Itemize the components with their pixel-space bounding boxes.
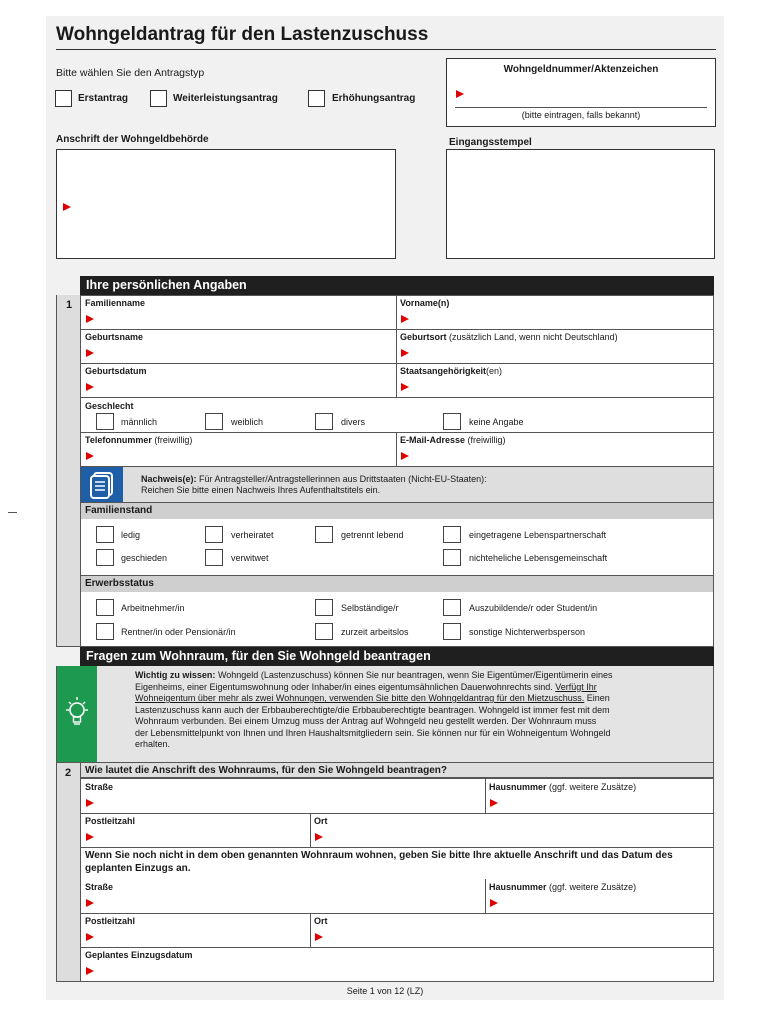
keine-angabe-label: keine Angabe (469, 417, 524, 427)
section-1-number: 1 (66, 299, 73, 311)
info-line-3: Wohneigentum über mehr als zwei Wohnungen, verwenden Sie bitte den Wohngeldantrag für den Mietzuschuss. Einen (135, 693, 610, 703)
getrennt-lebend-label: getrennt lebend (341, 530, 404, 540)
info-line-4: Lastenzuschuss kann auch der Erbbauberechtigte/die Erbbauberechtigte beantragen. Wohngeld ist immer fest mit dem (135, 704, 610, 715)
rentner-label: Rentner/in oder Pensionär/in (121, 627, 236, 637)
question-2b-text: Wenn Sie noch nicht in dem oben genannten Wohnraum wohnen, geben Sie bitte Ihre aktuelle Anschrift und das Datum des geplanten Einzugs an. (85, 850, 673, 874)
plz-label: Postleitzahl (85, 816, 136, 826)
nachweis-row (81, 466, 713, 503)
input-arrow-icon (401, 383, 409, 391)
erstantrag-checkbox[interactable] (55, 90, 72, 107)
ledig-label: ledig (121, 530, 141, 540)
erhoehungsantrag-label: Erhöhungsantrag (332, 93, 416, 104)
info-box (56, 666, 714, 762)
geschlecht-label: Geschlecht (85, 401, 134, 411)
input-arrow-icon (86, 899, 94, 907)
auszubildende-label: Auszubildende/r oder Student/in (469, 603, 598, 613)
info-line-7: erhalten. (135, 739, 171, 749)
ort-label: Ort (314, 816, 328, 826)
erhoehungsantrag-checkbox[interactable] (308, 90, 325, 107)
vorname-input[interactable] (413, 310, 703, 326)
strasse-label: Straße (85, 782, 114, 792)
section-personal-body (80, 295, 714, 647)
input-arrow-icon (63, 203, 71, 211)
weiterleistungsantrag-checkbox[interactable] (150, 90, 167, 107)
selbstaendig-checkbox[interactable] (315, 599, 333, 616)
lightbulb-icon (57, 666, 97, 762)
behoerde-address-input[interactable] (56, 149, 396, 259)
title-divider (56, 49, 716, 50)
familienstand-title: Familienstand (85, 505, 153, 516)
telefon-input[interactable] (97, 447, 387, 463)
auszubildende-checkbox[interactable] (443, 599, 461, 616)
staatsangehoerigkeit-label: Staatsangehörigkeit(en) (400, 366, 503, 376)
geburtsort-input[interactable] (413, 344, 703, 360)
info-icon-box (57, 666, 97, 762)
erwerbsstatus-title: Erwerbsstatus (85, 578, 154, 589)
question-2-text: Wie lautet die Anschrift des Wohnraums, für den Sie Wohngeld beantragen? (85, 765, 447, 776)
hausnummer-input[interactable] (501, 794, 701, 810)
arbeitnehmer-checkbox[interactable] (96, 599, 114, 616)
erstantrag-label: Erstantrag (78, 93, 129, 104)
input-arrow-icon (86, 383, 94, 391)
aktuelle-hausnummer-input[interactable] (501, 894, 701, 910)
einzugsdatum-label: Geplantes Einzugsdatum (85, 950, 193, 960)
stempel-label: Eingangsstempel (449, 137, 532, 148)
geschieden-checkbox[interactable] (96, 549, 114, 566)
input-arrow-icon (86, 833, 94, 841)
input-arrow-icon (86, 452, 94, 460)
info-line-2: Eigenheims, einer Eigentumswohnung oder Inhaber/in eines eigentumsähnlichen Dauerwohnrechts sind. Verfügt Ihr (135, 681, 597, 692)
form-page (46, 16, 724, 1000)
nichterwerbsperson-label: sonstige Nichterwerbsperson (469, 627, 586, 637)
section-personal-bar (80, 276, 714, 295)
info-line-5: Wohnraum verbunden. Bei einem Umzug muss der Antrag auf Wohngeld neu gestellt werden. Der Wohnraum muss (135, 716, 597, 726)
input-arrow-icon (401, 452, 409, 460)
ort-input[interactable] (327, 828, 702, 844)
input-arrow-icon (315, 933, 323, 941)
hausnummer-label: Hausnummer (ggf. weitere Zusätze) (489, 782, 637, 792)
input-arrow-icon (401, 349, 409, 357)
margin-mark (8, 512, 17, 513)
input-arrow-icon (86, 799, 94, 807)
antragstyp-prompt: Bitte wählen Sie den Antragstyp (56, 67, 205, 79)
plz-input[interactable] (97, 828, 302, 844)
input-arrow-icon (490, 899, 498, 907)
document-icon (81, 467, 123, 503)
geburtsort-label: Geburtsort (zusätzlich Land, wenn nicht Deutschland) (400, 332, 618, 342)
aktuelle-hausnummer-label: Hausnummer (ggf. weitere Zusätze) (489, 882, 637, 892)
divers-checkbox[interactable] (315, 413, 333, 430)
einzugsdatum-input[interactable] (97, 962, 397, 978)
section-2-number: 2 (65, 767, 72, 779)
weiblich-checkbox[interactable] (205, 413, 223, 430)
section-wohnraum-body (80, 778, 714, 982)
question-2-row (80, 762, 714, 778)
lebenspartnerschaft-checkbox[interactable] (443, 526, 461, 543)
verwitwet-checkbox[interactable] (205, 549, 223, 566)
weiblich-label: weiblich (231, 417, 264, 427)
input-arrow-icon (86, 349, 94, 357)
behoerde-label: Anschrift der Wohngeldbehörde (56, 134, 209, 145)
nachweis-icon-box (81, 467, 123, 503)
keine-angabe-checkbox[interactable] (443, 413, 461, 430)
ledig-checkbox[interactable] (96, 526, 114, 543)
maennlich-checkbox[interactable] (96, 413, 114, 430)
section-personal-title: Ihre persönlichen Angaben (86, 278, 247, 292)
strasse-input[interactable] (97, 794, 477, 810)
aktenzeichen-box (446, 58, 716, 127)
info-text (135, 670, 613, 751)
section-wohnraum-title: Fragen zum Wohnraum, für den Sie Wohngeld beantragen (86, 649, 431, 663)
email-input[interactable] (413, 447, 703, 463)
geschieden-label: geschieden (121, 553, 168, 563)
input-arrow-icon (315, 833, 323, 841)
aktuelle-plz-input[interactable] (97, 928, 302, 944)
email-label: E-Mail-Adresse (freiwillig) (400, 435, 506, 445)
nichterwerbsperson-checkbox[interactable] (443, 623, 461, 640)
getrennt-lebend-checkbox[interactable] (315, 526, 333, 543)
input-arrow-icon (401, 315, 409, 323)
telefon-label: Telefonnummer (freiwillig) (85, 435, 193, 445)
geburtsdatum-input[interactable] (97, 378, 387, 394)
info-line-1: Wichtig zu wissen: Wohngeld (Lastenzuschuss) können Sie nur beantragen, wenn Sie Eigentümer/Eigentümerin eines (135, 670, 613, 680)
aktenzeichen-underline (455, 107, 707, 108)
info-line-6: der Lebensmittelpunkt von Ihnen und Ihren Haushaltsmitgliedern sein. Sie können nur für ein Wohneigentum Wohngeld (135, 727, 611, 738)
aktuelle-strasse-label: Straße (85, 882, 114, 892)
section-1-number-column (56, 295, 80, 647)
aktenzeichen-input[interactable] (455, 87, 705, 103)
arbeitnehmer-label: Arbeitnehmer/in (121, 603, 185, 613)
verheiratet-checkbox[interactable] (205, 526, 223, 543)
input-arrow-icon (86, 967, 94, 975)
aktuelle-strasse-input[interactable] (97, 894, 477, 910)
geburtsname-input[interactable] (97, 344, 387, 360)
input-arrow-icon (490, 799, 498, 807)
rentner-checkbox[interactable] (96, 623, 114, 640)
aktueller-ort-label: Ort (314, 916, 328, 926)
geburtsdatum-label: Geburtsdatum (85, 366, 147, 376)
verheiratet-label: verheiratet (231, 530, 274, 540)
aktuelle-plz-label: Postleitzahl (85, 916, 136, 926)
section-2-number-column (56, 762, 80, 982)
selbstaendig-label: Selbständige/r (341, 603, 399, 613)
lebensgemeinschaft-checkbox[interactable] (443, 549, 461, 566)
familienname-input[interactable] (97, 310, 387, 326)
aktenzeichen-label: Wohngeldnummer/Aktenzeichen (503, 64, 659, 75)
weiterleistungsantrag-label: Weiterleistungsantrag (173, 93, 278, 104)
eingangsstempel-box (446, 149, 715, 259)
arbeitslos-checkbox[interactable] (315, 623, 333, 640)
familienname-label: Familienname (85, 298, 146, 308)
arbeitslos-label: zurzeit arbeitslos (341, 627, 409, 637)
aktueller-ort-input[interactable] (327, 928, 702, 944)
nachweis-text-line1: Nachweis(e): Für Antragsteller/Antragstellerinnen aus Drittstaaten (Nicht-EU-Staaten): (141, 474, 487, 484)
section-wohnraum-bar (80, 647, 714, 666)
input-arrow-icon (86, 315, 94, 323)
verwitwet-label: verwitwet (231, 553, 269, 563)
form-title: Wohngeldantrag für den Lastenzuschuss (56, 24, 429, 45)
lebensgemeinschaft-label: nichteheliche Lebensgemeinschaft (469, 553, 608, 563)
input-arrow-icon (86, 933, 94, 941)
page-number: Seite 1 von 12 (LZ) (346, 986, 424, 996)
geburtsname-label: Geburtsname (85, 332, 144, 342)
aktenzeichen-hint: (bitte eintragen, falls bekannt) (521, 110, 641, 120)
lebenspartnerschaft-label: eingetragene Lebenspartnerschaft (469, 530, 607, 540)
erwerbsstatus-header (81, 575, 713, 592)
familienstand-header (81, 502, 713, 519)
staatsangehoerigkeit-input[interactable] (413, 378, 703, 394)
divers-label: divers (341, 417, 366, 427)
maennlich-label: männlich (121, 417, 158, 427)
nachweis-text-line2: Reichen Sie bitte einen Nachweis Ihres Aufenthaltstitels ein. (141, 485, 381, 495)
vorname-label: Vorname(n) (400, 298, 450, 308)
